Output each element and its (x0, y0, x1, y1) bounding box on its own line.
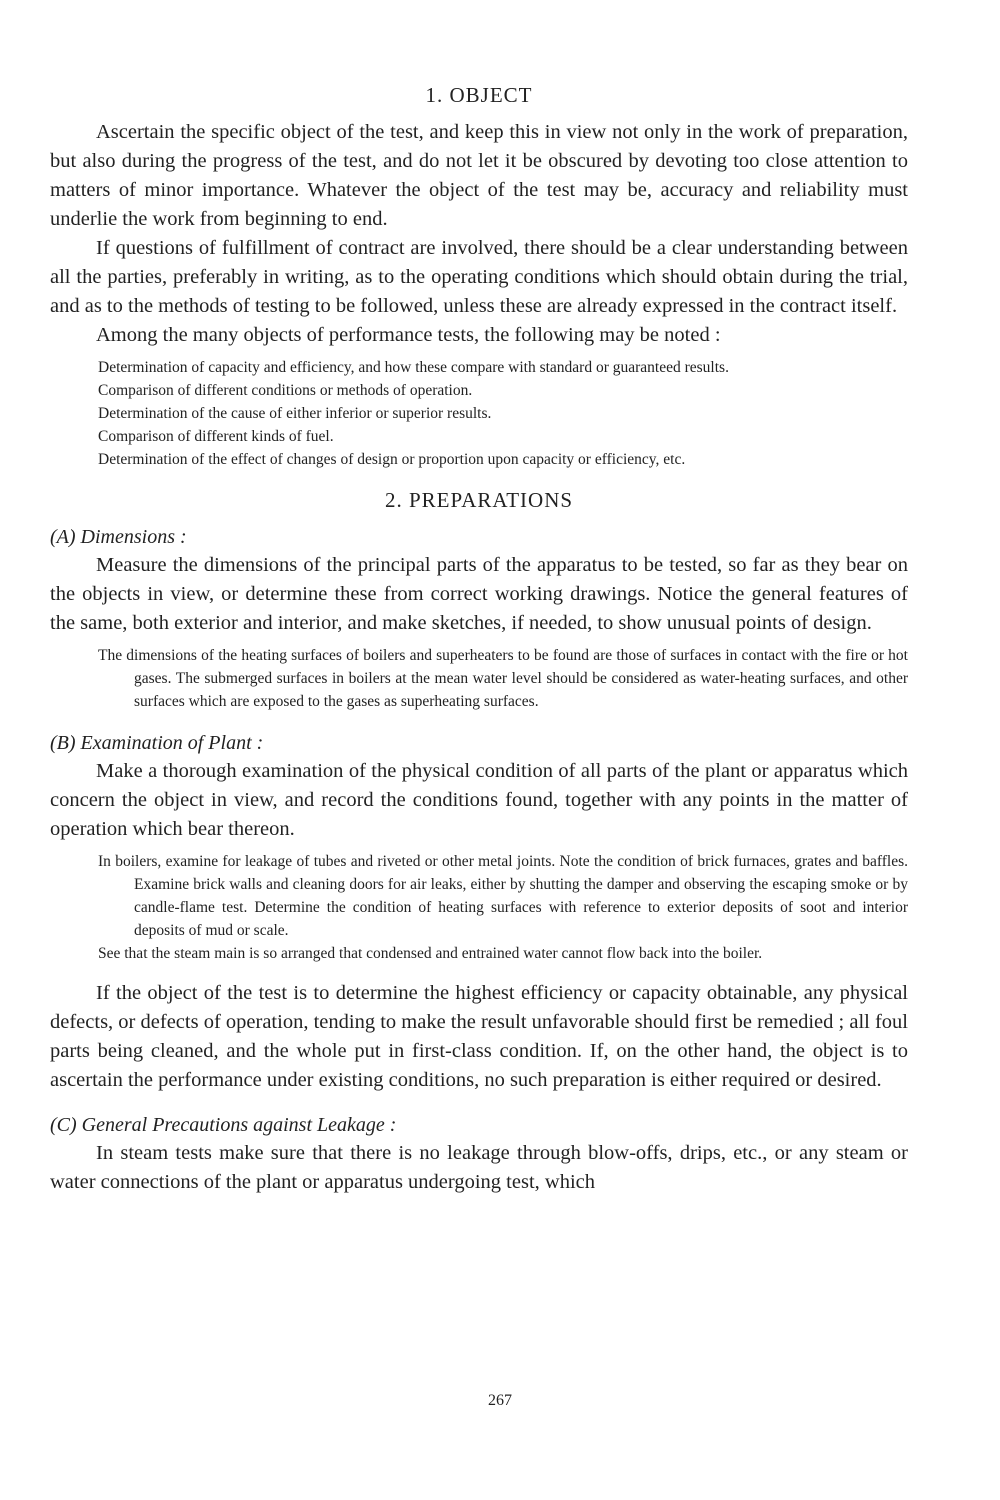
note: See that the steam main is so arranged that condensed and entrained water cannot flow back into the boiler. (98, 945, 763, 962)
section-heading-object: 1. OBJECT (425, 83, 533, 107)
paragraph: If questions of fulfillment of contract are involved, there should be a clear understanding between all the parties, preferably in writing, as to the operating conditions which should obtain during the trial, and as to the methods of testing to be followed, unless these are already expressed in the contract itself. (50, 237, 908, 317)
page-body (50, 80, 908, 1197)
list-item: Comparison of different conditions or methods of operation. (98, 382, 473, 399)
subheading-examination: (B) Examination of Plant : (50, 732, 264, 754)
list-item: Determination of the cause of either inferior or superior results. (98, 405, 492, 422)
note-block (50, 850, 908, 965)
paragraph: Among the many objects of performance tests, the following may be noted : (96, 324, 721, 346)
paragraph: Ascertain the specific object of the test, and keep this in view not only in the work of preparation, but also during the progress of the test, and do not let it be obscured by devoting too close attention to matters of minor importance. Whatever the object of the test may be, accuracy and reliability must underlie the work from beginning to end. (50, 121, 908, 230)
page-number: 267 (488, 1392, 512, 1409)
paragraph: Make a thorough examination of the physical condition of all parts of the plant or apparatus which concern the object in view, and record the conditions found, together with any points in the matter of operation which bear thereon. (50, 760, 908, 840)
paragraph: In steam tests make sure that there is no leakage through blow-offs, drips, etc., or any steam or water connections of the plant or apparatus undergoing test, which (50, 1142, 908, 1193)
paragraph: If the object of the test is to determine the highest efficiency or capacity obtainable, any physical defects, or defects of operation, tending to make the result unfavorable should first be remedied ; all foul parts being cleaned, and the whole put in first-class condition. If, on the other hand, the object is to ascertain the performance under existing conditions, no such preparation is either required or desired. (50, 982, 908, 1091)
list-item: Determination of the effect of changes of design or proportion upon capacity or efficiency, etc. (98, 451, 686, 468)
note: In boilers, examine for leakage of tubes and riveted or other metal joints. Note the condition of brick furnaces, grates and baffles. Examine brick walls and cleaning doors for air leaks, either by shutting the damper and observing the escaping smoke or by candle-flame test. Determine the condition of heating surfaces with reference to exterior deposits of soot and interior deposits of mud or scale. (98, 853, 908, 939)
paragraph: Measure the dimensions of the principal parts of the apparatus to be tested, so far as they bear on the objects in view, or determine these from correct working drawings. Notice the general features of the same, both exterior and interior, and make sketches, if needed, to show unusual points of design. (50, 554, 908, 634)
list-item: Comparison of different kinds of fuel. (98, 428, 334, 445)
list-item: Determination of capacity and efficiency, and how these compare with standard or guaranteed results. (98, 359, 729, 376)
section-heading-preparations: 2. PREPARATIONS (384, 488, 574, 512)
note: The dimensions of the heating surfaces of boilers and superheaters to be found are those of surfaces in contact with the fire or hot gases. The submerged surfaces in boilers at the mean water level should be considered as water-heating surfaces, and other surfaces which are exposed to the gases as superheating surfaces. (98, 647, 908, 710)
subheading-leakage: (C) General Precautions against Leakage : (50, 1114, 397, 1136)
subheading-dimensions: (A) Dimensions : (50, 526, 187, 548)
objects-list (50, 356, 908, 471)
